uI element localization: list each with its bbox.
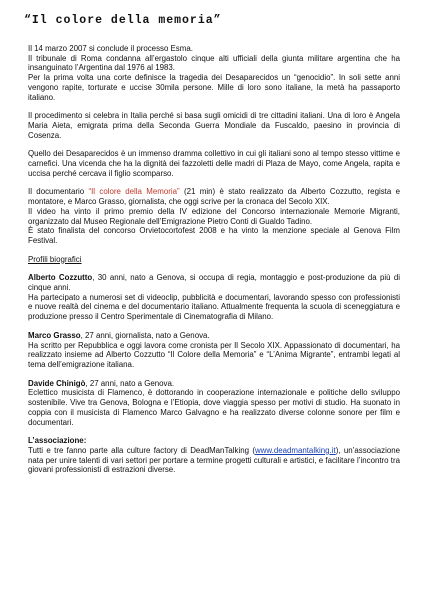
paragraph-esma-3: Per la prima volta una corte definisce la tragedia dei Desaparecidos un “genocidio”. In soli sette anni vengono rapite, torturate e uccise 30mila persone. Mille di loro sono italiane, la metà ha passaporto italiano.	[28, 73, 400, 102]
document-body	[28, 44, 400, 475]
profile-text: Ha scritto per Repubblica e oggi lavora come cronista per Il Secolo XIX. Appassionato di documentari, ha realizzato insieme ad Alberto Cozzutto “Il Colore della Memoria” e “L’Anima Migrante”, entrambi legati al tema dell’emigrazione italiana.	[28, 340, 400, 369]
paragraph-festival: È stato finalista del concorso Orvietocortofest 2008 e ha vinto la menzione speciale al Genova Film Festival.	[28, 226, 400, 245]
profile-name: Marco Grasso	[28, 330, 81, 340]
film-title: “Il colore della Memoria”	[88, 187, 180, 197]
profile-name: Alberto Cozzutto	[28, 273, 93, 283]
profile-text: Eclettico musicista di Flamenco, è dottorando in cooperazione internazionale e politiche dello sviluppo sostenibile. Vive tra Genova, Bologna e l’Etiopia, dove viaggia spesso per motivi di studio. Ha suonato in coppia con il musicista di Flamenco Marco Galvagno e ha realizzato diverse colonne sonore per film e documentari.	[28, 388, 400, 427]
profile-summary: , 30 anni, nato a Genova, si occupa di regia, montaggio e post-produzione da più di cinque anni.	[28, 273, 400, 293]
profile-summary: , 27 anni, nato a Genova.	[85, 378, 175, 388]
documentary-credits: (21 min) è stato realizzato da Alberto Cozzutto, regista e montatore, e Marco Grasso, giornalista, che oggi scrive per la cronaca del Secolo XIX.	[28, 187, 400, 207]
paragraph-trial: Il procedimento si celebra in Italia perché si basa sugli omicidi di tre cittadini italiani. Una di loro è Angela Maria Aieta, emigrata prima della Seconda Guerra Mondiale da Fuscaldo, paesino in provincia di Cosenza.	[28, 111, 400, 140]
paragraph-esma-1: Il 14 marzo 2007 si conclude il processo Esma.	[28, 44, 193, 53]
association-heading: L’associazione:	[28, 436, 87, 446]
association-link[interactable]: www.deadmantalking.it	[254, 445, 336, 455]
profiles-heading: Profili biografici	[28, 254, 82, 264]
profile-intro	[28, 331, 400, 341]
paragraph-esma-2: Il tribunale di Roma condanna all’ergastolo cinque alti ufficiali della giunta militare argentina che ha insanguinato l’Argentina dal 1976 al 1983.	[28, 53, 400, 73]
document-title: “Il colore della memoria”	[24, 14, 222, 27]
profile-intro	[28, 273, 400, 292]
paragraph-desaparecidos: Quello dei Desaparecidos è un immenso dramma collettivo in cui gli italiani sono al tempo stesso vittime e carnefici. Una vicenda che ha la dignità dei fazzoletti delle madri di Plaza de Mayo, come Angela, rapita e uccisa perché cercava il figlio scomparso.	[28, 149, 400, 178]
association-intro: Tutti e tre fanno parte alla culture factory di DeadManTalking (	[28, 445, 255, 455]
paragraph-award: Il video ha vinto il primo premio della IV edizione del Concorso internazionale Memorie Migranti, organizzato dal Museo Regionale dell’Emigrazione Pietro Conti di Gualdo Tadino.	[28, 206, 400, 226]
profile-name: Davide Chinigò	[28, 378, 86, 388]
association-description: ), un’associazione nata per unire talenti di vari settori per portare a termine progetti culturali e artistici, e facilitare l’incontro tra giovani professionisti di estrazioni diverse.	[28, 445, 400, 475]
documentary-intro: Il documentario	[28, 187, 89, 197]
profile-intro	[28, 379, 400, 389]
paragraph-documentary	[28, 187, 400, 206]
paragraph-association	[28, 446, 400, 475]
profile-summary: , 27 anni, giornalista, nato a Genova.	[80, 330, 210, 340]
profile-text: Ha partecipato a numerosi set di videoclip, pubblicità e documentari, lavorando spesso con professionisti e nuove realtà del cinema e del documentario italiano. Attualmente frequenta la scuola di sceneggiatura e produzione presso il Centro Sperimentale di Cinematografia di Milano.	[28, 292, 400, 322]
